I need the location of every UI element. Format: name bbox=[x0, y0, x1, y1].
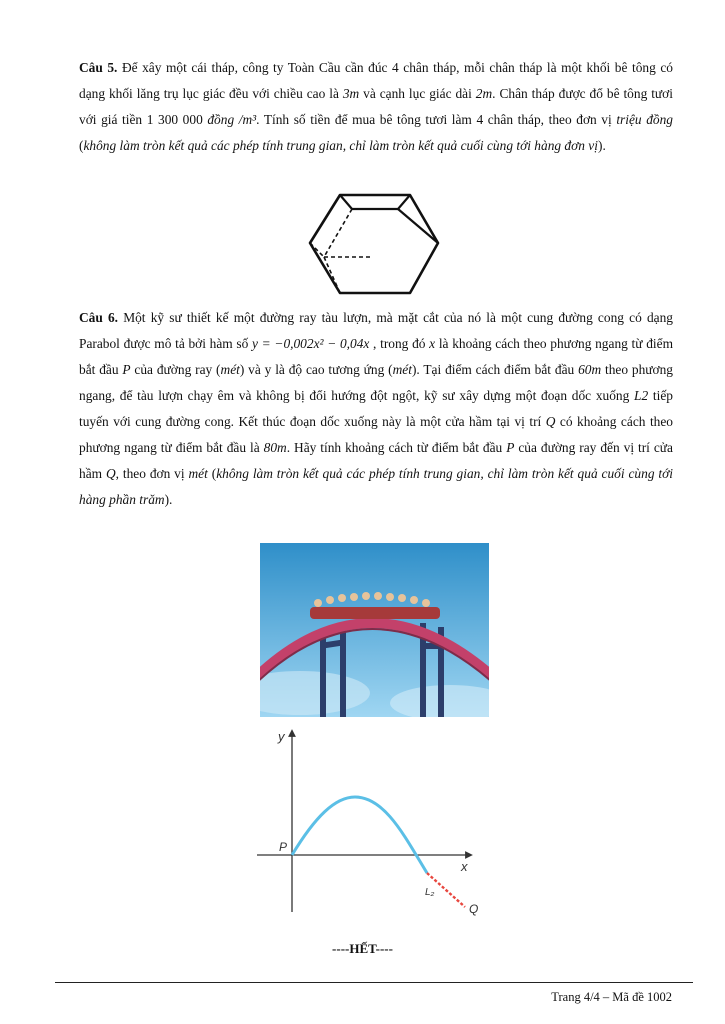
roller-coaster-photo bbox=[260, 543, 489, 717]
question-5-label: Câu 5. bbox=[79, 60, 118, 75]
point-p-label: P bbox=[279, 840, 288, 854]
page-footer: Trang 4/4 – Mã đề 1002 bbox=[551, 990, 672, 1004]
question-6: Câu 6. Một kỹ sư thiết kế một đường ray tàu lượn, mà mặt cắt của nó là một cung đường cong có dạng Parabol được mô tả bởi hàm số y = −0,002x² − 0,04x , trong đó x là khoảng cách theo phương ngang từ điểm bắt đầu P của đường ray (mét) và y là độ cao tương ứng (mét). Tại điểm cách điểm bắt đầu 60m theo phương ngang, để tàu lượn chạy êm và không bị đổi hướng đột ngột, kỹ sư xây dựng một đoạn dốc xuống L2 tiếp tuyến với cung đường cong. Kết thúc đoạn dốc xuống này là một cửa hầm tại vị trí Q có khoảng cách theo phương ngang từ điểm bắt đầu là 80m. Hãy tính khoảng cách từ điểm bắt đầu P của đường ray đến vị trí cửa hầm Q, theo đơn vị mét (không làm tròn kết quả các phép tính trung gian, chỉ làm tròn kết quả cuối cùng tới hàng phần trăm). bbox=[79, 310, 673, 507]
y-axis-label: y bbox=[278, 729, 285, 744]
parabola-graph bbox=[255, 727, 490, 917]
x-axis-label: x bbox=[461, 859, 468, 874]
point-q-label: Q bbox=[469, 902, 479, 916]
question-5: Câu 5. Để xây một cái tháp, công ty Toàn Cầu cần đúc 4 chân tháp, mỗi chân tháp là một khối bê tông có dạng khối lăng trụ lục giác đều với chiều cao là 3m và cạnh lục giác dài 2m. Chân tháp được đổ bê tông tươi với giá tiền 1 300 000 đồng /m³. Tính số tiền để mua bê tông tươi làm 4 chân tháp, theo đơn vị triệu đồng (không làm tròn kết quả các phép tính trung gian, chỉ làm tròn kết quả cuối cùng tới hàng đơn vị). bbox=[79, 60, 673, 153]
l2-label: L₂ bbox=[425, 887, 435, 898]
parabola-curve bbox=[292, 797, 427, 873]
end-marker: ----HẾT---- bbox=[332, 941, 393, 956]
footer-divider bbox=[55, 982, 693, 983]
hexagonal-prism-figure bbox=[306, 191, 442, 299]
question-6-label: Câu 6. bbox=[79, 310, 119, 325]
